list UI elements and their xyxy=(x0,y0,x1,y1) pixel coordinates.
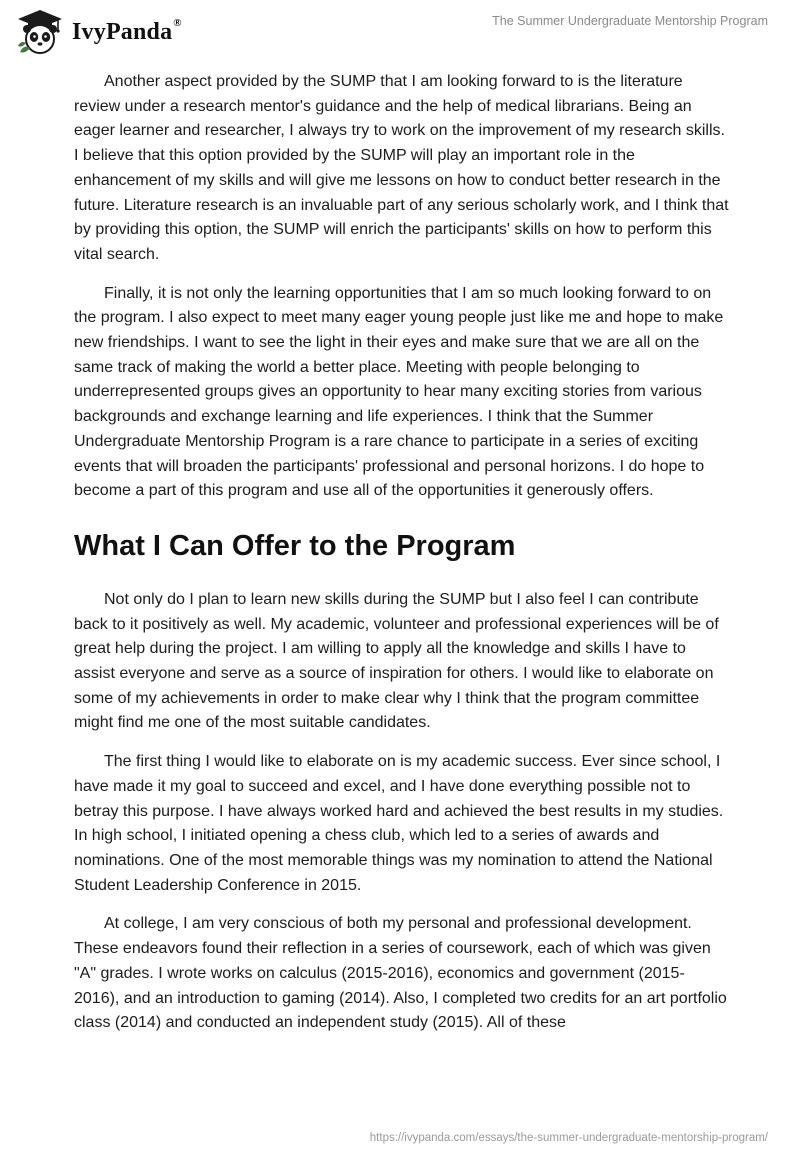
paragraph: Not only do I plan to learn new skills during the SUMP but I also feel I can contribute back to it positively as well. My academic, volunteer and professional experiences will be of great help during the project. I am willing to apply all the knowledge and skills I have to assist everyone and serve as a source of inspiration for others. I would like to elaborate on some of my achievements in order to make clear why I think that the program committee might find me one of the most suitable candidates. xyxy=(74,590,719,732)
paragraph: The first thing I would like to elaborate on is my academic success. Ever since school, I have made it my goal to succeed and excel, and I have done everything possible not to betray this purpose. I have always worked hard and achieved the best results in my studies. In high school, I initiated opening a chess club, which led to a series of awards and nominations. One of the most memorable things was my nomination to attend the National Student Leadership Conference in 2015. xyxy=(74,753,724,894)
brand-name: IvyPanda® xyxy=(72,16,182,45)
paragraph: Finally, it is not only the learning opportunities that I am so much looking forward to on the program. I also expect to meet many eager young people just like me and hope to make new friendships. I want to see the light in their eyes and make sure that we are all on the same track of making the world a better place. Meeting with people belonging to underrepresented groups gives an opportunity to hear many exciting stories from various backgrounds and exchange learning and life experiences. I think that the Summer Undergraduate Mentorship Program is a rare chance to participate in a series of exciting events that will broaden the participants' professional and personal horizons. I do hope to become a part of this program and use all of the opportunities it generously offers. xyxy=(74,284,724,500)
page-header xyxy=(0,0,800,62)
paragraph: Another aspect provided by the SUMP that I am looking forward to is the literature review under a research mentor's guidance and the help of medical librarians. Being an eager learner and researcher, I always try to work on the improvement of my research skills. I believe that this option provided by the SUMP will play an important role in the enhancement of my skills and will give me lessons on how to conduct better research in the future. Literature research is an invaluable part of any serious scholarly work, and I think that by providing this option, the SUMP will enrich the participants' skills on how to perform this vital search. xyxy=(74,73,729,263)
registered-mark: ® xyxy=(173,16,182,29)
section-heading: What I Can Offer to the Program xyxy=(74,529,516,562)
source-url[interactable]: https://ivypanda.com/essays/the-summer-undergraduate-mentorship-program/ xyxy=(369,1132,768,1144)
document-title: The Summer Undergraduate Mentorship Program xyxy=(492,14,768,28)
paragraph: At college, I am very conscious of both my personal and professional development. These endeavors found their reflection in a series of coursework, each of which was given "A" grades. I wrote works on calculus (2015-2016), economics and government (2015-2016), and an introduction to gaming (2014). Also, I completed two credits for an art portfolio class (2014) and conducted an independent study (2015). All of these xyxy=(74,915,727,1032)
essay-body xyxy=(74,70,730,1050)
brand-logo[interactable] xyxy=(14,8,182,56)
panda-graduate-icon xyxy=(14,8,66,56)
